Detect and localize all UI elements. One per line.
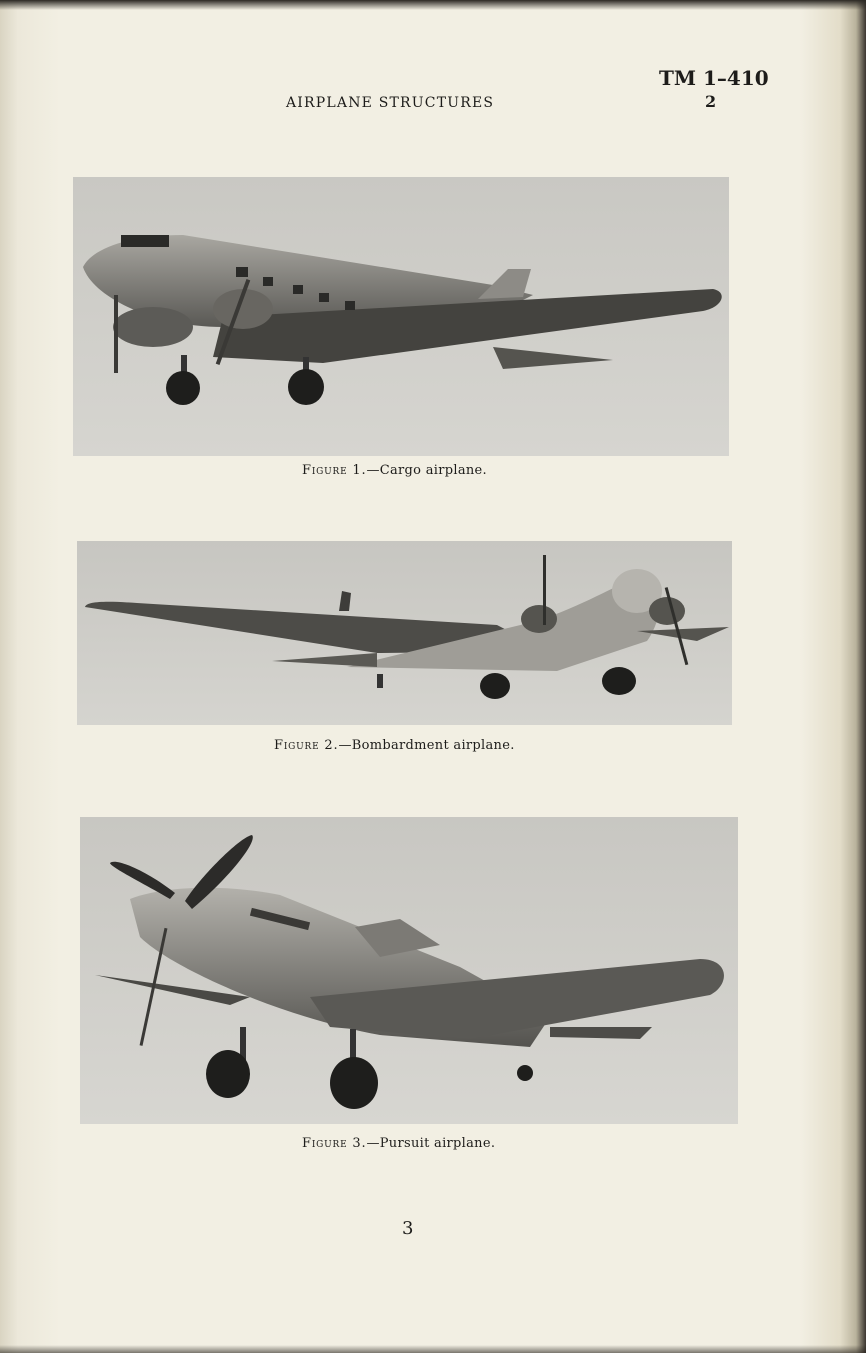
figure-3-caption (302, 1136, 495, 1151)
figure-2-photo (77, 541, 732, 725)
section-number: 2 (705, 92, 717, 111)
pursuit-airplane-image (80, 817, 738, 1124)
figure-2-caption (274, 738, 515, 753)
page-number: 3 (402, 1218, 414, 1239)
figure-3-text: —Pursuit airplane. (366, 1136, 496, 1151)
figure-3-label: Figure 3. (302, 1136, 367, 1151)
figure-1-caption (302, 463, 487, 478)
figure-1-text: —Cargo airplane. (366, 463, 487, 478)
figure-2-text: —Bombardment airplane. (338, 738, 515, 753)
figure-1-label: Figure 1. (302, 463, 367, 478)
figure-3-photo (80, 817, 738, 1124)
technical-manual-number: TM 1–410 (659, 66, 769, 90)
figure-2-label: Figure 2. (274, 738, 339, 753)
running-head: AIRPLANE STRUCTURES (286, 95, 495, 111)
bombardment-airplane-image (77, 541, 732, 725)
figure-1-photo (73, 177, 729, 456)
cargo-airplane-image (73, 177, 729, 456)
